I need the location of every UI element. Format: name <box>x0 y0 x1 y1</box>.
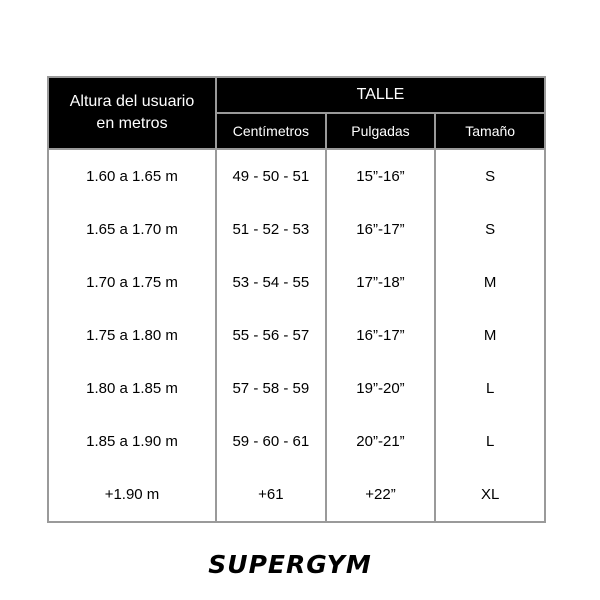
cell-tamano: XL <box>435 468 545 522</box>
cell-tamano: S <box>435 149 545 203</box>
table-body <box>48 149 545 522</box>
cell-altura: 1.60 a 1.65 m <box>48 149 216 203</box>
header-centimetros: Centímetros <box>216 113 326 149</box>
table-row <box>48 256 545 309</box>
header-talle: TALLE <box>216 77 545 113</box>
cell-tamano: L <box>435 415 545 468</box>
header-altura-line1: Altura del usuario <box>69 93 195 110</box>
header-altura <box>48 77 216 149</box>
cell-centimetros: 59 - 60 - 61 <box>216 415 326 468</box>
cell-centimetros: 51 - 52 - 53 <box>216 203 326 256</box>
cell-centimetros: 55 - 56 - 57 <box>216 309 326 362</box>
cell-pulgadas: 15”-16” <box>326 149 436 203</box>
cell-pulgadas: 19”-20” <box>326 362 436 415</box>
cell-pulgadas: 16”-17” <box>326 203 436 256</box>
table-header <box>48 77 545 149</box>
table-row <box>48 203 545 256</box>
table-row <box>48 149 545 203</box>
cell-altura: 1.65 a 1.70 m <box>48 203 216 256</box>
cell-pulgadas: 16”-17” <box>326 309 436 362</box>
cell-altura: 1.85 a 1.90 m <box>48 415 216 468</box>
cell-altura: 1.80 a 1.85 m <box>48 362 216 415</box>
table-row <box>48 468 545 522</box>
cell-altura: 1.75 a 1.80 m <box>48 309 216 362</box>
size-chart-table <box>47 76 546 523</box>
cell-pulgadas: +22” <box>326 468 436 522</box>
cell-centimetros: +61 <box>216 468 326 522</box>
header-tamano: Tamaño <box>435 113 545 149</box>
cell-centimetros: 57 - 58 - 59 <box>216 362 326 415</box>
header-row-main <box>48 77 545 113</box>
header-pulgadas: Pulgadas <box>326 113 436 149</box>
cell-altura: +1.90 m <box>48 468 216 522</box>
table-row <box>48 362 545 415</box>
supergym-logo <box>190 548 390 580</box>
cell-tamano: S <box>435 203 545 256</box>
cell-pulgadas: 20”-21” <box>326 415 436 468</box>
cell-tamano: L <box>435 362 545 415</box>
cell-pulgadas: 17”-18” <box>326 256 436 309</box>
cell-tamano: M <box>435 256 545 309</box>
cell-altura: 1.70 a 1.75 m <box>48 256 216 309</box>
header-altura-line2: en metros <box>96 115 168 132</box>
cell-tamano: M <box>435 309 545 362</box>
cell-centimetros: 49 - 50 - 51 <box>216 149 326 203</box>
cell-centimetros: 53 - 54 - 55 <box>216 256 326 309</box>
table-row <box>48 309 545 362</box>
table-row <box>48 415 545 468</box>
supergym-logo-graphic <box>190 548 390 580</box>
supergym-logo-text: SUPERGYM <box>208 550 372 579</box>
